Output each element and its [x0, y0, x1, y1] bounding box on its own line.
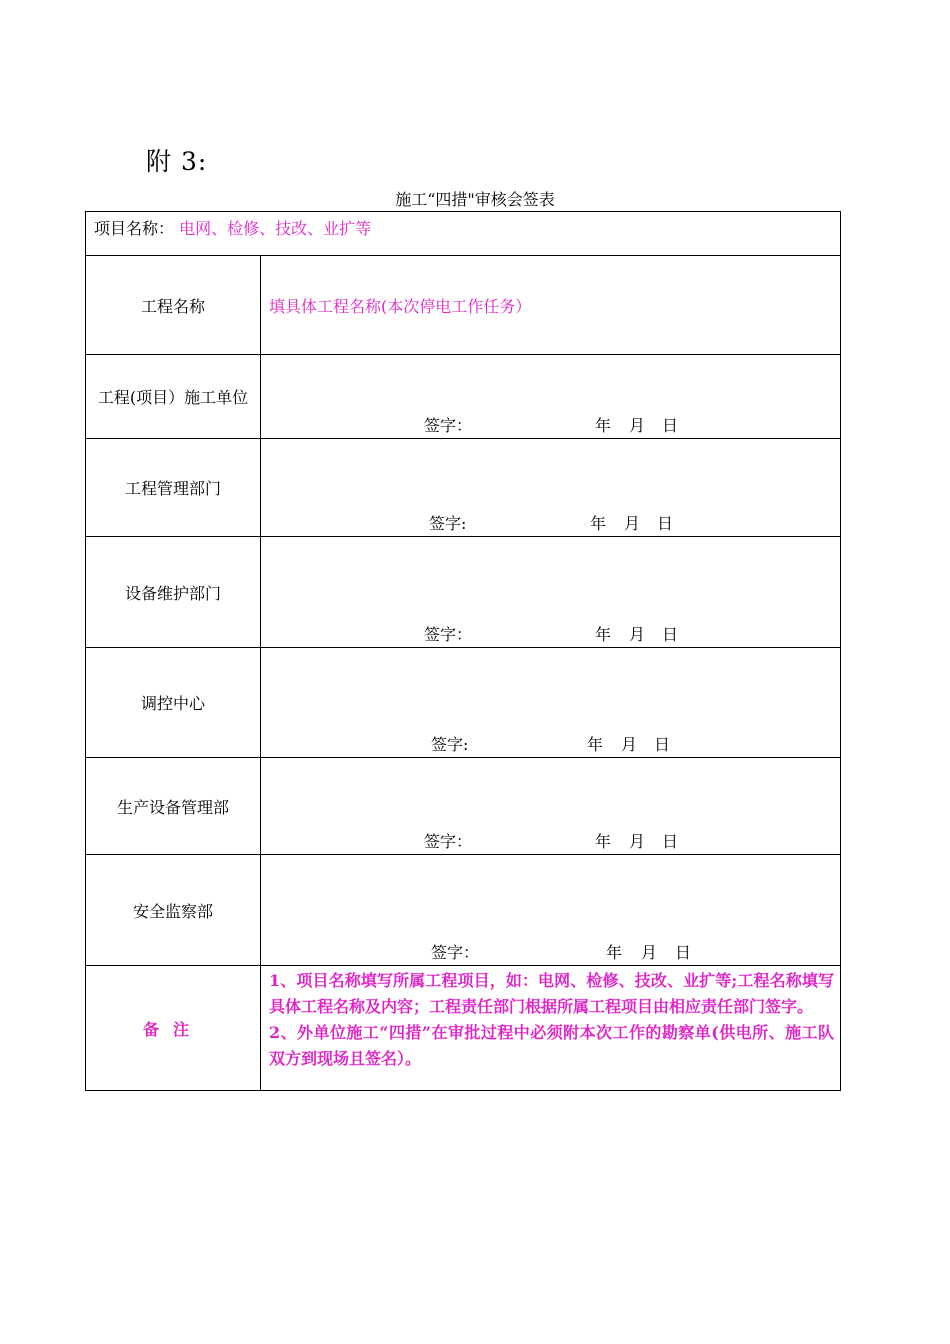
engineering-value: 填具体工程名称(本次停电工作任务） — [261, 256, 841, 355]
notes-row — [86, 966, 841, 1091]
day-label: 日 — [662, 832, 679, 851]
year-label: 年 — [595, 832, 612, 851]
sign-label: 签字： — [424, 625, 473, 644]
notes-item: 2、外单位施工“四措”在审批过程中必须附本次工作的勘察单(供电所、施工队双方到现场且签名）。 — [269, 1023, 834, 1068]
attachment-label: 附 3: — [146, 147, 208, 176]
project-label: 项目名称： — [94, 219, 175, 238]
year-label: 年 — [587, 735, 604, 754]
signature-field[interactable] — [261, 758, 841, 855]
notes-item: 1、项目名称填写所属工程项目，如：电网、检修、技改、业扩等;工程名称填写具体工程名称及内容；工程责任部门根据所属工程项目由相应责任部门签字。 — [269, 971, 834, 1016]
month-label: 月 — [629, 625, 646, 644]
sign-row — [86, 855, 841, 966]
project-row — [86, 212, 841, 256]
sign-off-form — [85, 211, 841, 1091]
sign-row — [86, 648, 841, 758]
month-label: 月 — [629, 416, 646, 435]
engineering-row — [86, 256, 841, 355]
day-label: 日 — [662, 416, 679, 435]
month-label: 月 — [624, 514, 641, 533]
sign-row-label: 生产设备管理部 — [86, 758, 261, 855]
sign-row — [86, 355, 841, 439]
sign-row — [86, 537, 841, 648]
day-label: 日 — [657, 514, 674, 533]
sign-row-label: 工程(项目）施工单位 — [86, 355, 261, 439]
sign-row — [86, 439, 841, 537]
sign-row-label: 工程管理部门 — [86, 439, 261, 537]
signature-field[interactable] — [261, 648, 841, 758]
year-label: 年 — [595, 416, 612, 435]
sign-label: 签字： — [431, 943, 480, 962]
sign-label: 签字： — [424, 416, 473, 435]
sign-label: 签字: — [429, 514, 467, 533]
year-label: 年 — [606, 943, 623, 962]
sign-label: 签字： — [424, 832, 473, 851]
sign-row-label: 设备维护部门 — [86, 537, 261, 648]
notes-label: 备注 — [86, 966, 261, 1091]
signature-field[interactable] — [261, 355, 841, 439]
signature-field[interactable] — [261, 855, 841, 966]
engineering-label: 工程名称 — [86, 256, 261, 355]
signature-field[interactable] — [261, 537, 841, 648]
sign-row-label: 调控中心 — [86, 648, 261, 758]
signature-field[interactable] — [261, 439, 841, 537]
year-label: 年 — [590, 514, 607, 533]
sign-row-label: 安全监察部 — [86, 855, 261, 966]
sign-label: 签字: — [431, 735, 469, 754]
form-title: 施工“四措"审核会签表 — [395, 190, 555, 209]
year-label: 年 — [595, 625, 612, 644]
day-label: 日 — [654, 735, 671, 754]
project-value: 电网、检修、技改、业扩等 — [179, 219, 372, 238]
notes-content — [261, 966, 841, 1091]
month-label: 月 — [641, 943, 658, 962]
month-label: 月 — [629, 832, 646, 851]
day-label: 日 — [675, 943, 692, 962]
day-label: 日 — [662, 625, 679, 644]
sign-row — [86, 758, 841, 855]
month-label: 月 — [621, 735, 638, 754]
